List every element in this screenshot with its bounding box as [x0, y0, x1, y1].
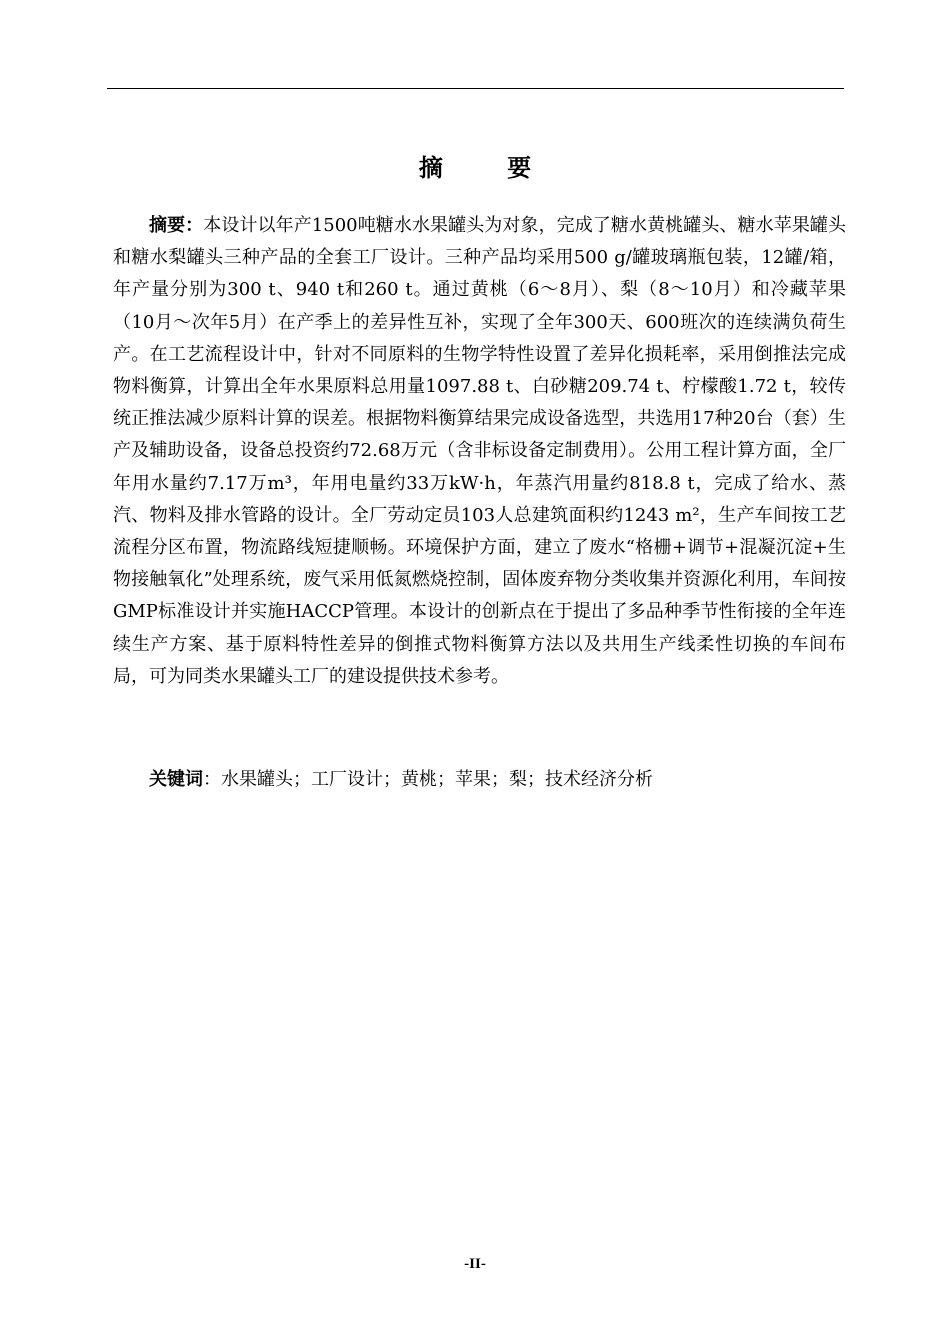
- page-number: -II-: [464, 1256, 486, 1272]
- abstract-label: 摘要：: [149, 215, 204, 236]
- page-title: 摘 要: [418, 154, 560, 182]
- keywords-text: 水果罐头；工厂设计；黄桃；苹果；梨；技术经济分析: [221, 769, 653, 790]
- header-rule: [107, 88, 844, 89]
- abstract-text: 本设计以年产1500吨糖水水果罐头为对象，完成了糖水黄桃罐头、糖水苹果罐头和糖水梨罐头三种产品的全套工厂设计。三种产品均采用500 g/罐玻璃瓶包装，12罐/箱，年产量分别为300 t、940 t和260 t。通过黄桃（6～8月）、梨（8～10月）和冷藏苹果（10月～次年5月）在产季上的差异性互补，实现了全年300天、600班次的连续满负荷生产。在工艺流程设计中，针对不同原料的生物学特性设置了差异化损耗率，采用倒推法完成物料衡算，计算出全年水果原料总用量1097.88 t、白砂糖209.74 t、柠檬酸1.72 t，较传统正推法减少原料计算的误差。根据物料衡算结果完成设备选型，共选用17种20台（套）生产及辅助设备，设备总投资约72.68万元（含非标设备定制费用）。公用工程计算方面，全厂年用水量约7.17万m³，年用电量约33万kW·h，年蒸汽用量约818.8 t，完成了给水、蒸汽、物料及排水管路的设计。全厂劳动定员103人总建筑面积约1243 m²，生产车间按工艺流程分区布置，物流路线短捷顺畅。环境保护方面，建立了废水“格栅+调节+混凝沉淀+生物接触氧化”处理系统，废气采用低氮燃烧控制，固体废弃物分类收集并资源化利用，车间按GMP标准设计并实施HACCP管理。本设计的创新点在于提出了多品种季节性衔接的全年连续生产方案、基于原料特性差异的倒推式物料衡算方法以及共用生产线柔性切换的车间布局，可为同类水果罐头工厂的建设提供技术参考。: [113, 215, 846, 687]
- keywords-line: [113, 764, 846, 796]
- abstract-paragraph: [113, 210, 846, 693]
- abstract-body: [113, 210, 846, 693]
- keywords-label: 关键词: [149, 769, 203, 790]
- keywords-separator: ：: [203, 769, 221, 790]
